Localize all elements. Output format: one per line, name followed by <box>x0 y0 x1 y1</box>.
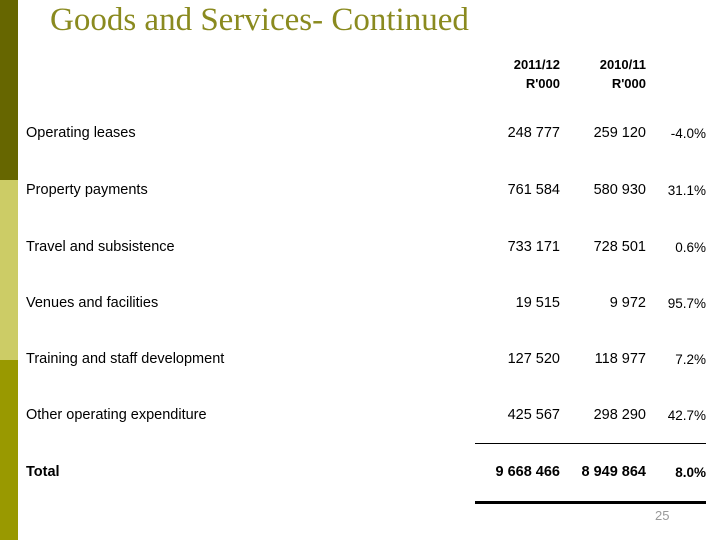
table-row <box>0 351 720 371</box>
value-current: 733 171 <box>507 239 560 255</box>
row-label: Property payments <box>26 182 148 198</box>
value-change: 7.2% <box>675 352 706 367</box>
row-label: Training and staff development <box>26 351 225 367</box>
value-change: 42.7% <box>667 408 706 423</box>
column-year: 2011/12 <box>513 57 560 72</box>
row-label: Total <box>26 464 60 480</box>
value-change: -4.0% <box>670 126 706 141</box>
value-change: 8.0% <box>675 465 706 480</box>
row-label: Venues and facilities <box>26 295 159 311</box>
column-header-2010-11 <box>566 55 646 93</box>
column-header-2011-12 <box>480 55 560 93</box>
value-current: 127 520 <box>507 351 560 367</box>
value-prior: 298 290 <box>593 407 646 423</box>
table-row <box>0 125 720 145</box>
table-row <box>0 239 720 259</box>
table-row <box>0 295 720 315</box>
row-label: Other operating expenditure <box>26 407 207 423</box>
value-prior: 8 949 864 <box>581 464 646 480</box>
total-rule <box>475 501 706 504</box>
value-current: 761 584 <box>507 182 560 198</box>
value-prior: 259 120 <box>593 125 646 141</box>
value-prior: 118 977 <box>594 351 646 367</box>
value-change: 31.1% <box>667 183 706 198</box>
value-change: 95.7% <box>667 296 706 311</box>
value-current: 9 668 466 <box>495 464 560 480</box>
total-row <box>0 464 720 484</box>
column-unit: R'000 <box>525 76 560 91</box>
accent-bar-bottom <box>0 360 18 540</box>
row-label: Operating leases <box>26 125 136 141</box>
value-current: 425 567 <box>507 407 560 423</box>
table-row <box>0 407 720 427</box>
slide-title: Goods and Services- Continued <box>50 2 469 38</box>
column-year: 2010/11 <box>599 57 646 72</box>
value-change: 0.6% <box>675 240 706 255</box>
accent-bar-top <box>0 0 18 180</box>
value-current: 248 777 <box>507 125 560 141</box>
value-prior: 728 501 <box>593 239 646 255</box>
page-number: 25 <box>655 508 670 523</box>
value-prior: 580 930 <box>593 182 646 198</box>
table-row <box>0 182 720 202</box>
row-label: Travel and subsistence <box>26 239 175 255</box>
value-current: 19 515 <box>515 295 560 311</box>
column-unit: R'000 <box>611 76 646 91</box>
subtotal-rule <box>475 443 706 444</box>
value-prior: 9 972 <box>609 295 646 311</box>
accent-bar-middle <box>0 180 18 360</box>
